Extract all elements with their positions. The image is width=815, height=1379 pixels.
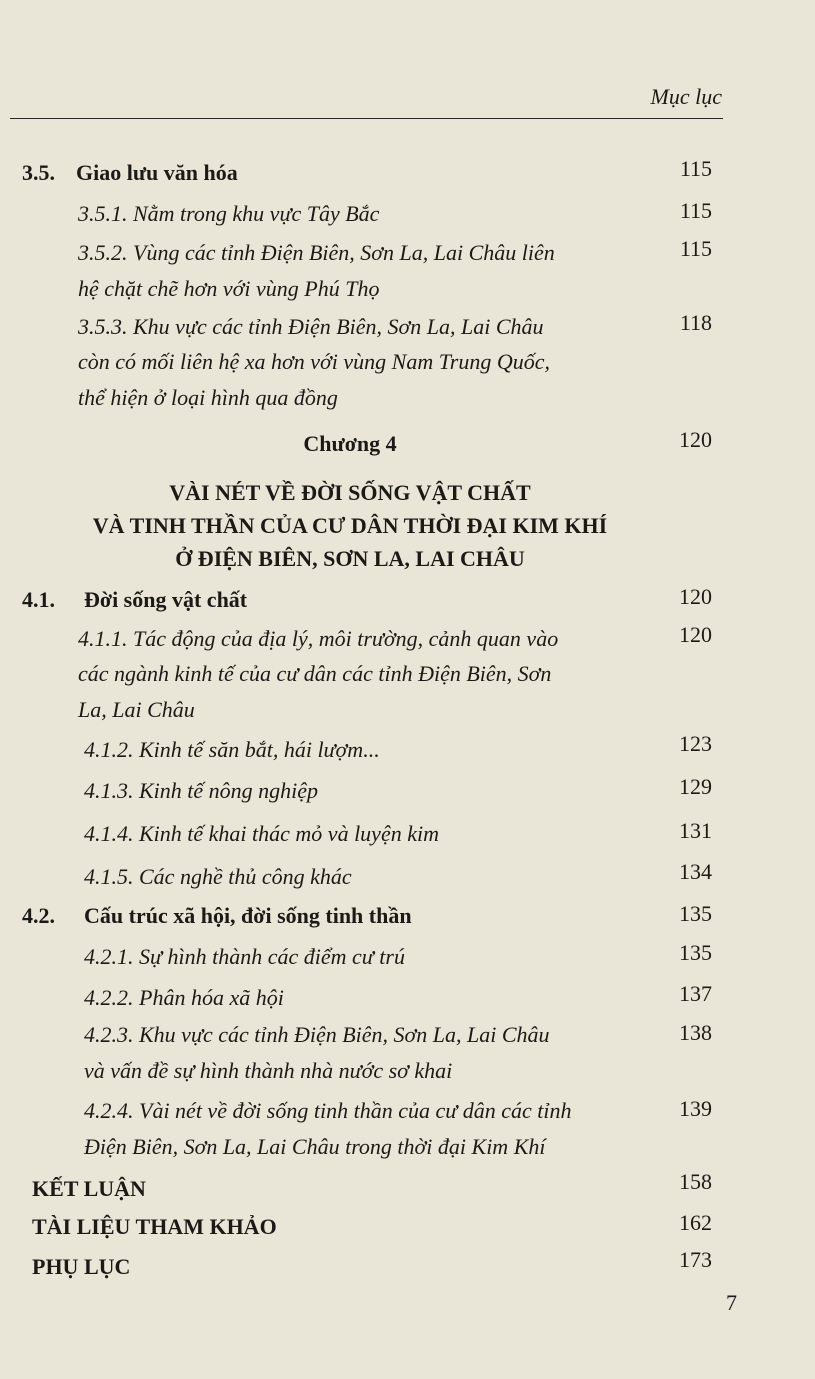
page-ref: 138: [679, 1020, 712, 1045]
entry-text-line-3: thể hiện ở loại hình qua đồng: [78, 385, 338, 410]
chapter-label: Chương 4: [303, 431, 397, 456]
header-rule: [10, 118, 723, 119]
page-ref: 115: [679, 156, 712, 181]
chapter-title-line-2: VÀ TINH THẦN CỦA CƯ DÂN THỜI ĐẠI KIM KHÍ: [92, 513, 608, 538]
page-ref: 162: [679, 1210, 712, 1235]
section-title: Đời sống vật chất: [84, 587, 248, 612]
page-ref: 137: [679, 981, 712, 1006]
page-ref: 134: [679, 859, 712, 884]
page-ref: 120: [679, 622, 712, 647]
entry-text-line-2: Điện Biên, Sơn La, Lai Châu trong thời đại Kim Khí: [84, 1134, 546, 1159]
entry-text: 4.1.4. Kinh tế khai thác mỏ và luyện kim: [84, 821, 439, 846]
page-ref: 115: [679, 236, 712, 261]
entry-text-line-2: còn có mối liên hệ xa hơn với vùng Nam Trung Quốc,: [78, 349, 550, 374]
page-ref: 135: [679, 901, 712, 926]
entry-text: 4.1.3. Kinh tế nông nghiệp: [84, 778, 319, 803]
header-title: Mục lục: [650, 84, 722, 109]
entry-text: PHỤ LỤC: [32, 1254, 131, 1279]
section-number: 4.1.: [22, 587, 55, 612]
page-ref: 173: [679, 1247, 712, 1272]
entry-text: KẾT LUẬN: [32, 1176, 146, 1201]
chapter-title-line-3: Ở ĐIỆN BIÊN, SƠN LA, LAI CHÂU: [175, 546, 525, 571]
page-ref: 158: [679, 1169, 712, 1194]
entry-text-line-2: hệ chặt chẽ hơn với vùng Phú Thọ: [78, 276, 380, 301]
entry-text-line-2: và vấn đề sự hình thành nhà nước sơ khai: [84, 1058, 453, 1083]
entry-text-line-1: 4.1.1. Tác động của địa lý, môi trường, cảnh quan vào: [78, 626, 559, 651]
page-ref: 139: [679, 1096, 712, 1121]
entry-text: 4.1.5. Các nghề thủ công khác: [84, 864, 352, 889]
page-ref: 123: [679, 731, 712, 756]
entry-text: TÀI LIỆU THAM KHẢO: [32, 1214, 277, 1239]
page-ref: 135: [679, 940, 712, 965]
entry-text: 4.1.2. Kinh tế săn bắt, hái lượm...: [84, 737, 380, 762]
entry-text: 3.5.1. Nằm trong khu vực Tây Bắc: [78, 201, 380, 226]
page-ref: 120: [679, 584, 712, 609]
page-ref: 118: [679, 310, 712, 335]
section-title: Cấu trúc xã hội, đời sống tinh thần: [84, 903, 412, 928]
page-ref: 115: [679, 198, 712, 223]
page-number: 7: [726, 1290, 737, 1315]
section-number: 4.2.: [22, 903, 55, 928]
entry-text-line-1: 4.2.4. Vài nét về đời sống tinh thần của cư dân các tỉnh: [84, 1098, 572, 1123]
entry-text-line-3: La, Lai Châu: [78, 697, 195, 722]
entry-text-line-1: 3.5.3. Khu vực các tỉnh Điện Biên, Sơn La, Lai Châu: [78, 314, 544, 339]
entry-text: 4.2.1. Sự hình thành các điểm cư trú: [84, 944, 405, 969]
entry-text-line-1: 3.5.2. Vùng các tỉnh Điện Biên, Sơn La, Lai Châu liên: [78, 240, 555, 265]
page-ref: 120: [679, 427, 712, 452]
page-ref: 131: [679, 818, 712, 843]
page-ref: 129: [679, 774, 712, 799]
section-title: Giao lưu văn hóa: [76, 160, 238, 185]
section-number: 3.5.: [22, 160, 55, 185]
chapter-title-line-1: VÀI NÉT VỀ ĐỜI SỐNG VẬT CHẤT: [169, 480, 531, 505]
entry-text-line-1: 4.2.3. Khu vực các tỉnh Điện Biên, Sơn La, Lai Châu: [84, 1022, 550, 1047]
entry-text: 4.2.2. Phân hóa xã hội: [84, 985, 284, 1010]
entry-text-line-2: các ngành kinh tế của cư dân các tỉnh Điện Biên, Sơn: [78, 661, 552, 686]
